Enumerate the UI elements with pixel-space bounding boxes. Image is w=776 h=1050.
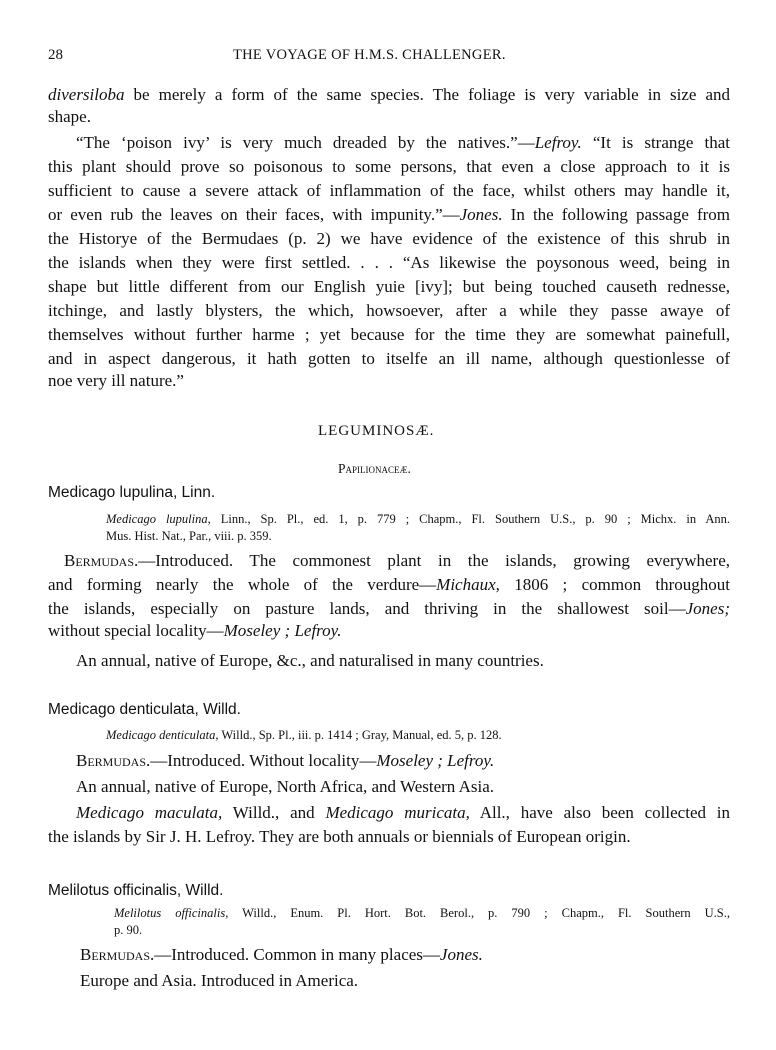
text-line: without special locality—Moseley ; Lefroy. xyxy=(48,621,342,640)
text-line: Medicago maculata, Willd., and Medicago muricata, All., have also been collected in xyxy=(76,803,730,822)
text-line: shape but little different from our English yuie [ivy]; but being touched causeth rednesse, xyxy=(48,277,730,296)
running-title: THE VOYAGE OF H.M.S. CHALLENGER. xyxy=(233,47,506,63)
text-line: the Historye of the Bermudaes (p. 2) we have evidence of the existence of this shrub in xyxy=(48,229,730,248)
text-line: itchinge, and lastly blysters, the which, howsoever, after a while they passe awaye of xyxy=(48,301,730,320)
subfamily-heading: Papilionaceæ. xyxy=(338,461,411,476)
species-name: Medicago denticulata, Willd. xyxy=(48,701,241,718)
text-line: the islands by Sir J. H. Lefroy. They are both annuals or biennials of European origin. xyxy=(48,827,631,846)
text-line: Europe and Asia. Introduced in America. xyxy=(80,971,359,990)
reference-line: Medicago denticulata, Willd., Sp. Pl., iii. p. 1414 ; Gray, Manual, ed. 5, p. 128. xyxy=(106,728,502,742)
text-line: An annual, native of Europe, &c., and naturalised in many countries. xyxy=(76,651,544,670)
page-number: 28 xyxy=(48,47,63,63)
text-line: sufficient to cause a severe attack of inflammation of the face, whilst others may handle it, xyxy=(48,181,730,200)
text-line: “The ‘poison ivy’ is very much dreaded by the natives.”—Lefroy. “It is strange that xyxy=(76,133,730,152)
reference-line: Mus. Hist. Nat., Par., viii. p. 359. xyxy=(106,529,272,543)
text-line: noe very ill nature.” xyxy=(48,371,184,390)
text-line: shape. xyxy=(48,107,91,126)
reference-line: Melilotus officinalis, Willd., Enum. Pl. Hort. Bot. Berol., p. 790 ; Chapm., Fl. Southern U.S., xyxy=(114,906,731,920)
text-line: Bermudas.—Introduced. Without locality—Moseley ; Lefroy. xyxy=(76,751,495,770)
family-heading: LEGUMINOSÆ. xyxy=(318,423,435,439)
text-line: Bermudas.—Introduced. The commonest plant in the islands, growing everywhere, xyxy=(64,551,730,570)
text-line: diversiloba be merely a form of the same species. The foliage is very variable in size and xyxy=(48,85,730,104)
reference-line: p. 90. xyxy=(114,923,143,937)
text-line: or even rub the leaves on their faces, with impunity.”—Jones. In the following passage from xyxy=(48,205,731,224)
text-line: Bermudas.—Introduced. Common in many places—Jones. xyxy=(80,945,483,964)
text-line: themselves without further harme ; yet because for the time they are somewhat painefull, xyxy=(48,325,730,344)
reference-line: Medicago lupulina, Linn., Sp. Pl., ed. 1, p. 779 ; Chapm., Fl. Southern U.S., p. 90 ; Michx. in Ann. xyxy=(106,512,731,526)
text-line: the islands when they were first settled. . . . “As likewise the poysonous weed, being in xyxy=(48,253,730,272)
text-line: the islands, especially on pasture lands, and thriving in the shallowest soil—Jones; xyxy=(48,599,730,618)
species-name: Medicago lupulina, Linn. xyxy=(48,484,216,501)
text-line: this plant should prove so poisonous to some persons, that even a close approach to it is xyxy=(48,157,730,176)
species-name: Melilotus officinalis, Willd. xyxy=(48,882,224,899)
text-line: and in aspect dangerous, it hath gotten to itselfe an ill name, although questionlesse of xyxy=(48,349,730,368)
text-line: and forming nearly the whole of the verdure—Michaux, 1806 ; common throughout xyxy=(48,575,730,594)
text-line: An annual, native of Europe, North Africa, and Western Asia. xyxy=(76,777,495,796)
